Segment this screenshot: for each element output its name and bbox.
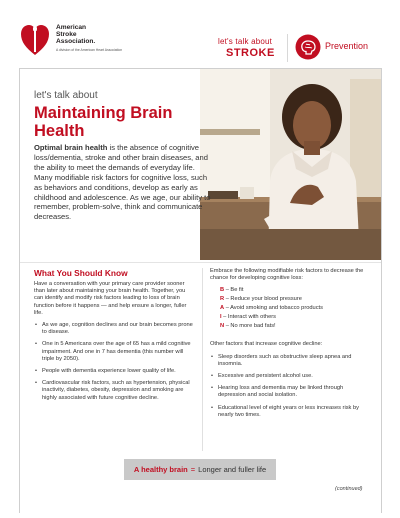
- acronym-item: [210, 286, 372, 295]
- series-topic: STROKE: [226, 47, 275, 59]
- banner-equals: =: [190, 465, 196, 474]
- org-wordmark: [56, 24, 136, 52]
- series-label-small: let's talk about: [218, 37, 273, 46]
- section-separator: [20, 262, 381, 263]
- left-bullet-list: [34, 322, 194, 402]
- left-column: [34, 268, 194, 407]
- left-intro-paragraph: Have a conversation with your primary care provider sooner than later about maintaining your brain health. Together, you can identify and modify risk factors leading to loss of brain function before it happens — and help ensure a longer, fuller life.: [34, 281, 187, 316]
- acronym-letter: I: [220, 314, 222, 321]
- list-item: • Excessive and persistent alcohol use.: [210, 373, 372, 380]
- acronym-text: – Interact with others: [221, 314, 276, 321]
- intro-lead: Optimal brain health: [34, 143, 108, 152]
- banner-highlight: A healthy brain: [133, 465, 188, 474]
- org-name-line-2: Stroke: [56, 31, 77, 39]
- acronym-item: [210, 304, 372, 313]
- heart-torch-logo-icon: [20, 22, 50, 56]
- acronym-letter: A: [220, 305, 225, 312]
- list-item: • People with dementia experience lower quality of life.: [34, 368, 194, 375]
- woman-at-desk-photo: [200, 69, 381, 260]
- banner-text: Longer and fuller life: [198, 465, 267, 474]
- list-item: • Sleep disorders such as obstructive sleep apnea and insomnia.: [210, 354, 372, 368]
- acronym-text: – Be fit: [224, 287, 244, 294]
- list-item: • Cardiovascular risk factors, such as hypertension, physical inactivity, diabetes, obesity, depression and smoking are highly associated with future cognitive decline.: [34, 380, 194, 402]
- acronym-item: [210, 313, 372, 322]
- page-header: [0, 0, 400, 66]
- section-heading: What You Should Know: [34, 268, 128, 278]
- acronym-item: [210, 295, 372, 304]
- page-title: Maintaining Brain Health: [34, 104, 173, 140]
- org-name-line-1: American: [56, 24, 87, 31]
- right-bullet-list: [210, 354, 372, 419]
- acronym-item: [210, 322, 372, 331]
- column-divider: [202, 268, 203, 451]
- other-factors-intro: Other factors that increase cognitive decline:: [210, 341, 323, 348]
- intro-body: is the absence of cognitive loss/dementia, stroke and other brain diseases, and the ability to meet the demands of everyday life. Many modifiable risk factors for cognitive loss, such as behaviors and conditions, develop as early as childhood and adolescence. As we age, our ability to remember, problem-solve, think and communicate decreases.: [34, 143, 211, 222]
- acronym-letter: N: [220, 323, 225, 330]
- intro-paragraph: [34, 143, 212, 222]
- series-label: let's talk about: [34, 90, 98, 101]
- header-divider: [287, 34, 288, 62]
- brain-prevention-icon: [295, 34, 321, 60]
- list-item: • Hearing loss and dementia may be linked through depression and social isolation.: [210, 385, 372, 399]
- acronym-text: – Avoid smoking and tobacco products: [224, 305, 323, 312]
- continued-label: (continued): [335, 486, 363, 492]
- acronym-text: – No more bad fats!: [224, 323, 276, 330]
- list-item: • One in 5 Americans over the age of 65 has a mild cognitive impairment. And one in 7 has dementia (this number will triple by 2050).: [34, 341, 194, 363]
- right-column: [210, 268, 372, 424]
- org-subtitle: A division of the American Heart Association: [56, 47, 123, 52]
- acronym-letter: R: [220, 296, 225, 303]
- list-item: • As we age, cognition declines and our brain becomes prone to disease.: [34, 322, 194, 336]
- brain-acronym-list: [210, 286, 372, 331]
- key-message-banner: [124, 459, 276, 480]
- acronym-text: – Reduce your blood pressure: [224, 296, 302, 303]
- list-item: • Educational level of eight years or less increases risk by nearly two times.: [210, 405, 372, 419]
- org-name-line-3: Association.: [56, 38, 96, 46]
- acronym-letter: B: [220, 287, 225, 294]
- right-intro-paragraph: Embrace the following modifiable risk factors to decrease the chance for developing cognitive loss:: [210, 268, 364, 282]
- category-label: Prevention: [325, 41, 369, 51]
